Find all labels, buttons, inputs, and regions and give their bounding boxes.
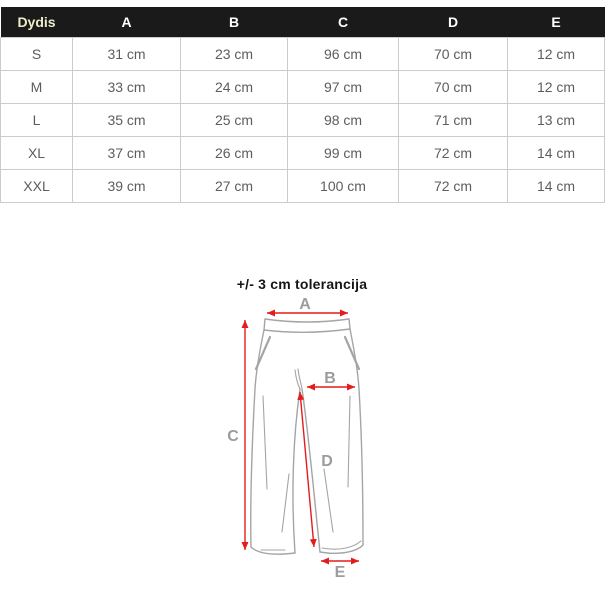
value-cell: 98 cm (288, 103, 399, 136)
value-cell: 23 cm (181, 37, 288, 70)
measurement-label-c: C (227, 428, 239, 445)
value-cell: 72 cm (399, 136, 508, 169)
value-cell: 13 cm (508, 103, 605, 136)
left-pocket-line (256, 337, 270, 369)
value-cell: 12 cm (508, 37, 605, 70)
value-cell: 100 cm (288, 169, 399, 202)
value-cell: 33 cm (73, 70, 181, 103)
value-cell: 12 cm (508, 70, 605, 103)
value-cell: 25 cm (181, 103, 288, 136)
value-cell: 31 cm (73, 37, 181, 70)
size-cell: XXL (1, 169, 73, 202)
size-cell: S (1, 37, 73, 70)
header-cell-b: B (181, 7, 288, 37)
measurement-label-d: D (321, 453, 333, 470)
size-cell: XL (1, 136, 73, 169)
value-cell: 26 cm (181, 136, 288, 169)
value-cell: 35 cm (73, 103, 181, 136)
header-cell-d: D (399, 7, 508, 37)
value-cell: 27 cm (181, 169, 288, 202)
value-cell: 70 cm (399, 70, 508, 103)
tolerance-note: +/- 3 cm tolerancija (236, 276, 368, 292)
value-cell: 71 cm (399, 103, 508, 136)
measurement-label-b: B (324, 370, 336, 387)
value-cell: 97 cm (288, 70, 399, 103)
header-cell-a: A (73, 7, 181, 37)
value-cell: 72 cm (399, 169, 508, 202)
value-cell: 14 cm (508, 169, 605, 202)
measurement-label-e: E (334, 564, 346, 581)
value-cell: 70 cm (399, 37, 508, 70)
size-cell: M (1, 70, 73, 103)
size-cell: L (1, 103, 73, 136)
header-cell-e: E (508, 7, 605, 37)
value-cell: 96 cm (288, 37, 399, 70)
value-cell: 99 cm (288, 136, 399, 169)
value-cell: 14 cm (508, 136, 605, 169)
value-cell: 37 cm (73, 136, 181, 169)
value-cell: 39 cm (73, 169, 181, 202)
value-cell: 24 cm (181, 70, 288, 103)
header-cell-c: C (288, 7, 399, 37)
measurement-label-a: A (299, 296, 311, 313)
measurement-arrows (245, 313, 359, 561)
header-cell-dydis: Dydis (1, 7, 73, 37)
pants-outline (251, 319, 363, 554)
